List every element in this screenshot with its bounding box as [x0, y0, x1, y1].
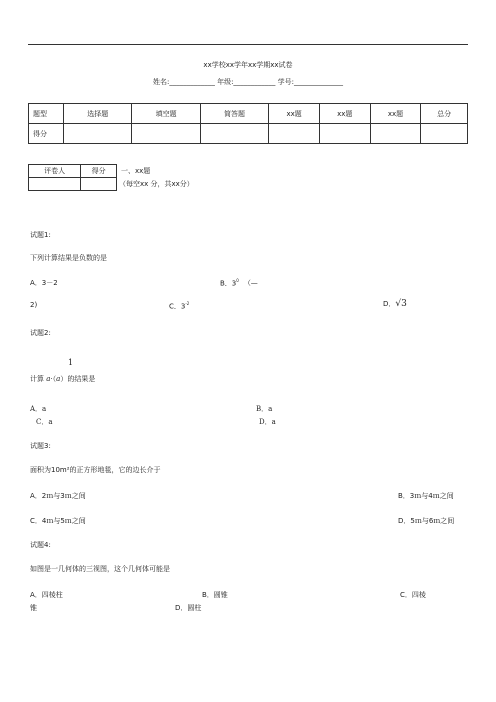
exam-title: xx学校xx学年xx学期xx试卷 [203, 61, 293, 69]
top-rule [28, 44, 468, 45]
option-d: D．圆柱 [175, 604, 202, 612]
option-d: D．5ｍ与6ｍ之间 [398, 517, 455, 525]
option-c: C．四棱 [400, 591, 426, 599]
option-a: A．3－2 [30, 279, 58, 287]
score-table [28, 103, 468, 144]
question-stem: 下列计算结果是负数的是 [30, 254, 107, 262]
option-c: C．a [36, 418, 53, 426]
score-row-label: 得分 [29, 124, 64, 144]
option-d: D．a [259, 418, 276, 426]
question-label: 试题4: [30, 541, 51, 549]
question-label: 试题2: [30, 329, 51, 337]
option-c: C．4ｍ与5ｍ之间 [30, 517, 86, 525]
section-subtitle: （每空xx 分，共xx分） [119, 180, 194, 188]
student-info-line: 姓名:_____________ 年级:____________ 学号:______________ [152, 78, 344, 86]
grader-input-cell[interactable] [29, 178, 81, 191]
question-stem: 计算 a·（a）的结果是 [30, 375, 96, 383]
score-input-cell[interactable] [64, 124, 132, 144]
fraction-numerator: 1 [68, 358, 74, 367]
question-stem: 如图是一几何体的三视图，这个几何体可能是 [30, 565, 170, 573]
score-input-cell[interactable] [421, 124, 468, 144]
score-input-cell[interactable] [319, 124, 370, 144]
question-stem: 面积为10m²的正方形地毯，它的边长介于 [30, 466, 161, 474]
score-input-cell[interactable] [200, 124, 268, 144]
option-c-continued: 锥 [30, 604, 37, 612]
section-title: 一、xx题 [121, 167, 151, 175]
score-header-cell: 简答题 [200, 104, 268, 124]
option-b: B．$3^0$ （— [220, 278, 258, 288]
score-header-cell: 填空题 [132, 104, 200, 124]
score-input-cell[interactable] [370, 124, 421, 144]
option-b: B．3ｍ与4ｍ之间 [398, 492, 454, 500]
option-a: A．a [30, 405, 47, 413]
score-header-cell: xx题 [319, 104, 370, 124]
score-header-cell: xx题 [370, 104, 421, 124]
score-header-cell: 题型 [29, 104, 64, 124]
grader-input-cell[interactable] [81, 178, 117, 191]
option-a: A．四棱柱 [30, 591, 63, 599]
option-b-continued: 2) [30, 301, 38, 309]
option-b: B．a [256, 405, 273, 413]
score-input-cell[interactable] [269, 124, 320, 144]
score-header-cell: 总分 [421, 104, 468, 124]
option-a: A．2ｍ与3ｍ之间 [30, 492, 86, 500]
question-label: 试题1: [30, 231, 51, 239]
grader-header-cell: 评卷人 [29, 165, 81, 178]
option-b: B．圆锥 [202, 591, 228, 599]
score-header-cell: 选择题 [64, 104, 132, 124]
question-label: 试题3: [30, 442, 51, 450]
score-header-cell: xx题 [269, 104, 320, 124]
option-d: D．√3 [383, 299, 407, 309]
score-input-cell[interactable] [132, 124, 200, 144]
option-c: C．$3^{-2}$ [169, 301, 190, 311]
score-table-header-row [29, 104, 468, 124]
grader-table [28, 164, 117, 191]
grader-header-cell: 得分 [81, 165, 117, 178]
score-table-score-row [29, 124, 468, 144]
